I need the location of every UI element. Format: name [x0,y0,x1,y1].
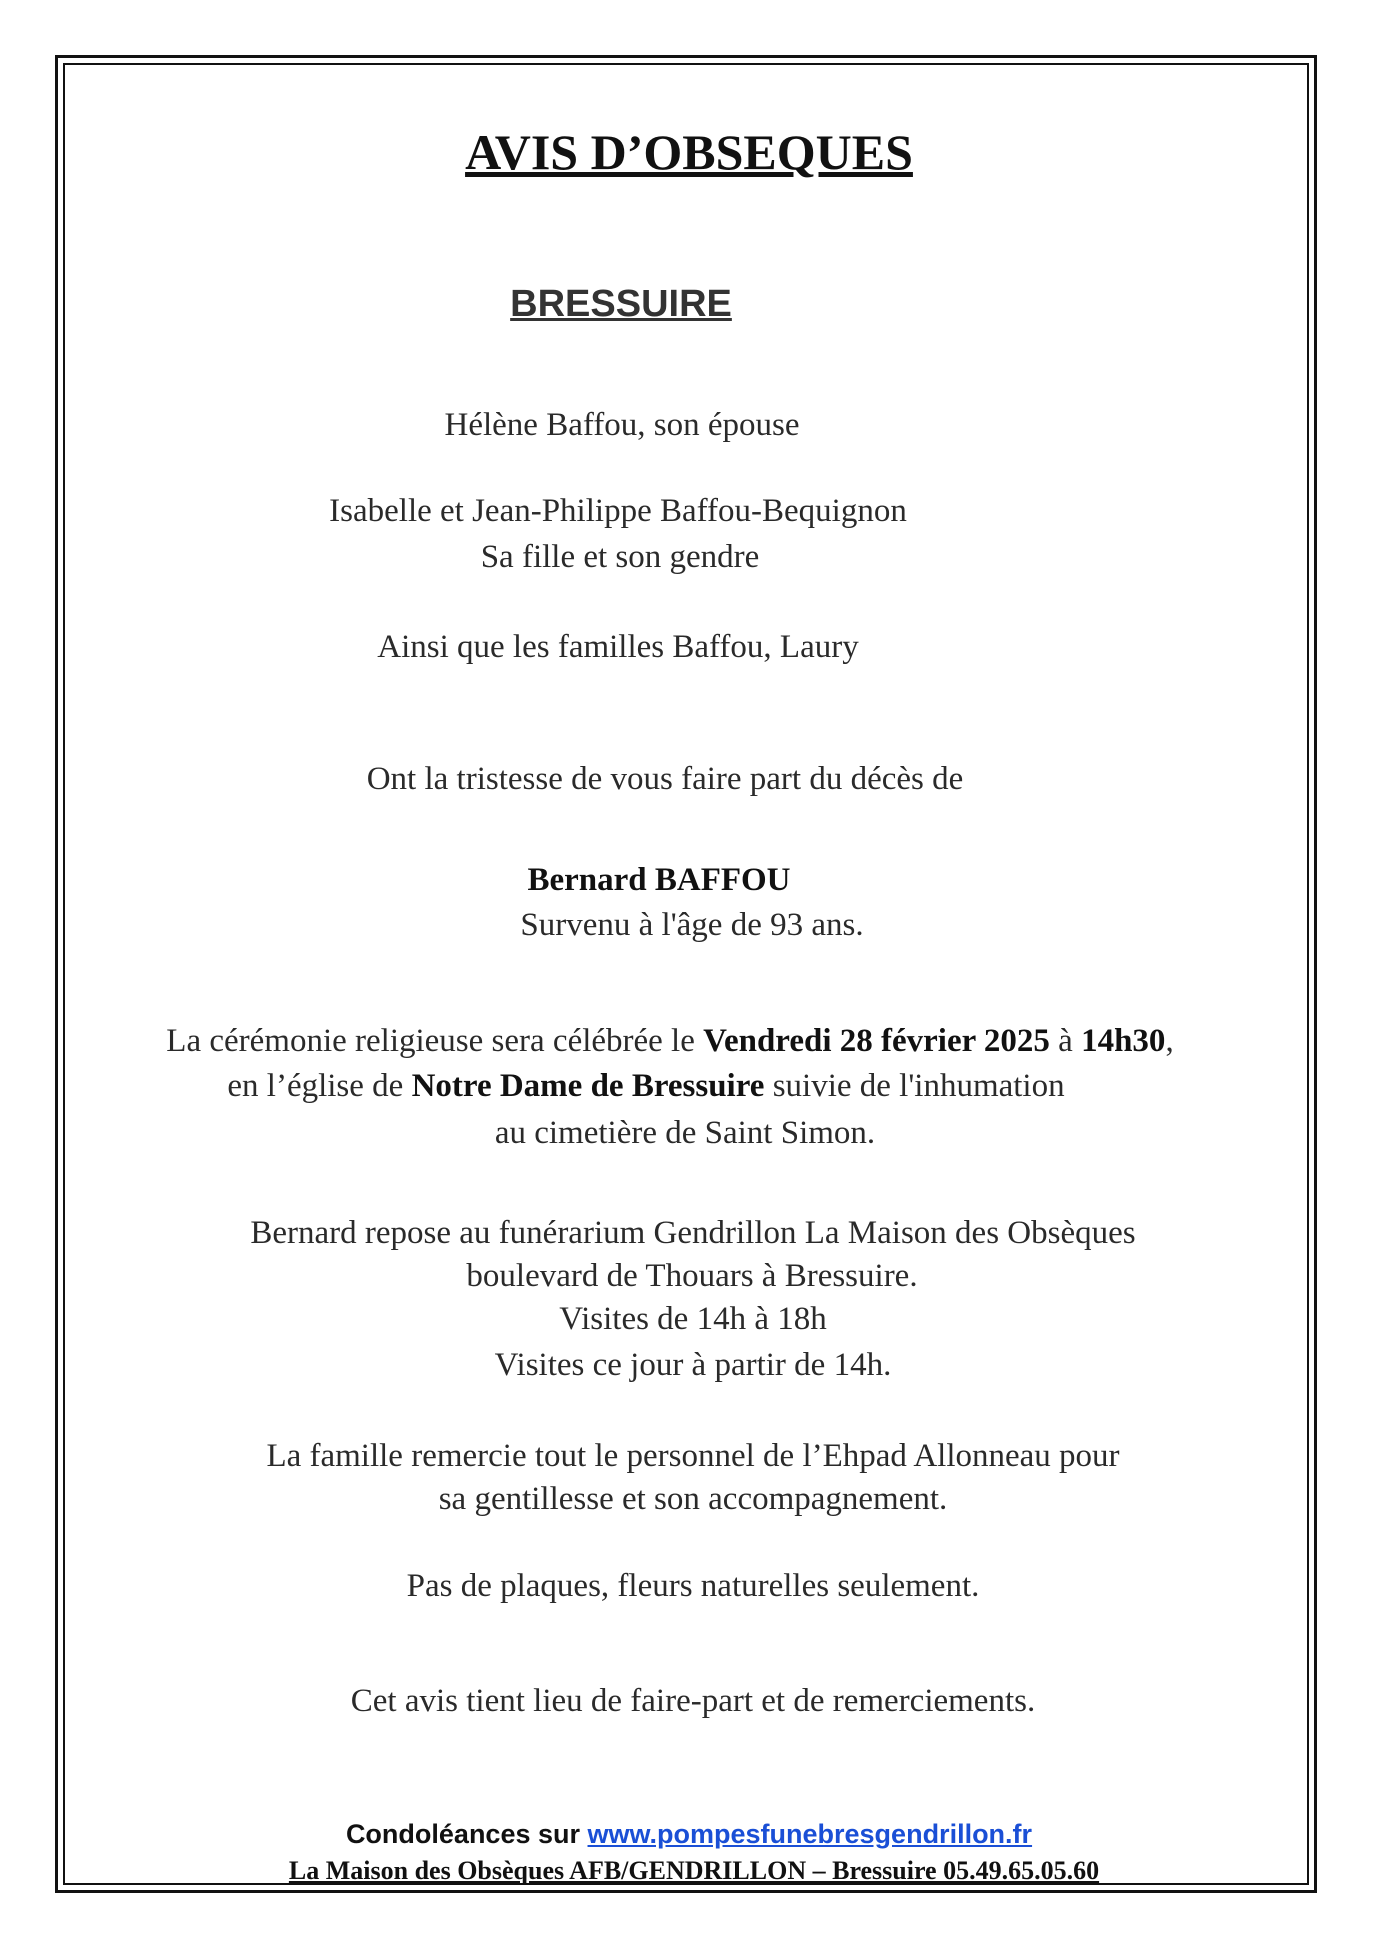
visits-today-line: Visites ce jour à partir de 14h. [494,1347,892,1383]
announcement-intro: Ont la tristesse de vous faire part du décès de [366,761,964,797]
ceremony-line-1 [0,1021,1359,1061]
funerarium-line-1: Bernard repose au funérarium Gendrillon La Maison des Obsèques [250,1215,1136,1251]
church-prefix: en l’église de [227,1068,412,1104]
ceremony-suffix: , [1165,1023,1174,1059]
visits-hours-line: Visites de 14h à 18h [559,1301,827,1337]
age-line: Survenu à l'âge de 93 ans. [520,907,864,943]
notice-line: Cet avis tient lieu de faire-part et de remerciements. [350,1683,1036,1719]
notice-title: AVIS D’OBSEQUES [465,124,913,180]
children-relation-line: Sa fille et son gendre [480,539,760,575]
funerarium-line-2: boulevard de Thouars à Bressuire. [466,1258,918,1294]
church-name: Notre Dame de Bressuire [411,1068,765,1104]
condolences-line [0,1814,1378,1854]
thanks-line-2: sa gentillesse et son accompagnement. [438,1481,948,1517]
ceremony-date: Vendredi 28 février 2025 [703,1023,1050,1059]
page-border-inner [63,63,1309,1885]
city-heading: BRESSUIRE [510,283,732,325]
deceased-name: Bernard BAFFOU [527,862,791,898]
other-families-line: Ainsi que les familles Baffou, Laury [377,629,859,665]
ceremony-line-3: au cimetière de Saint Simon. [494,1115,876,1151]
children-names-line: Isabelle et Jean-Philippe Baffou-Bequignon [329,493,907,529]
spouse-line: Hélène Baffou, son épouse [444,407,800,443]
church-suffix: suivie de l'inhumation [764,1068,1065,1104]
flowers-line: Pas de plaques, fleurs naturelles seulement. [406,1568,980,1604]
ceremony-prefix: La cérémonie religieuse sera célébrée le [166,1023,704,1059]
thanks-line-1: La famille remercie tout le personnel de l’Ehpad Allonneau pour [266,1438,1120,1474]
condolences-label: Condoléances sur [345,1819,588,1849]
ceremony-mid: à [1049,1023,1082,1059]
ceremony-line-2 [0,1066,1335,1106]
contact-line: La Maison des Obsèques AFB/GENDRILLON – Bressuire 05.49.65.05.60 [288,1856,1100,1885]
ceremony-time: 14h30 [1081,1023,1166,1059]
website-link[interactable]: www.pompesfunebresgendrillon.fr [587,1819,1033,1849]
